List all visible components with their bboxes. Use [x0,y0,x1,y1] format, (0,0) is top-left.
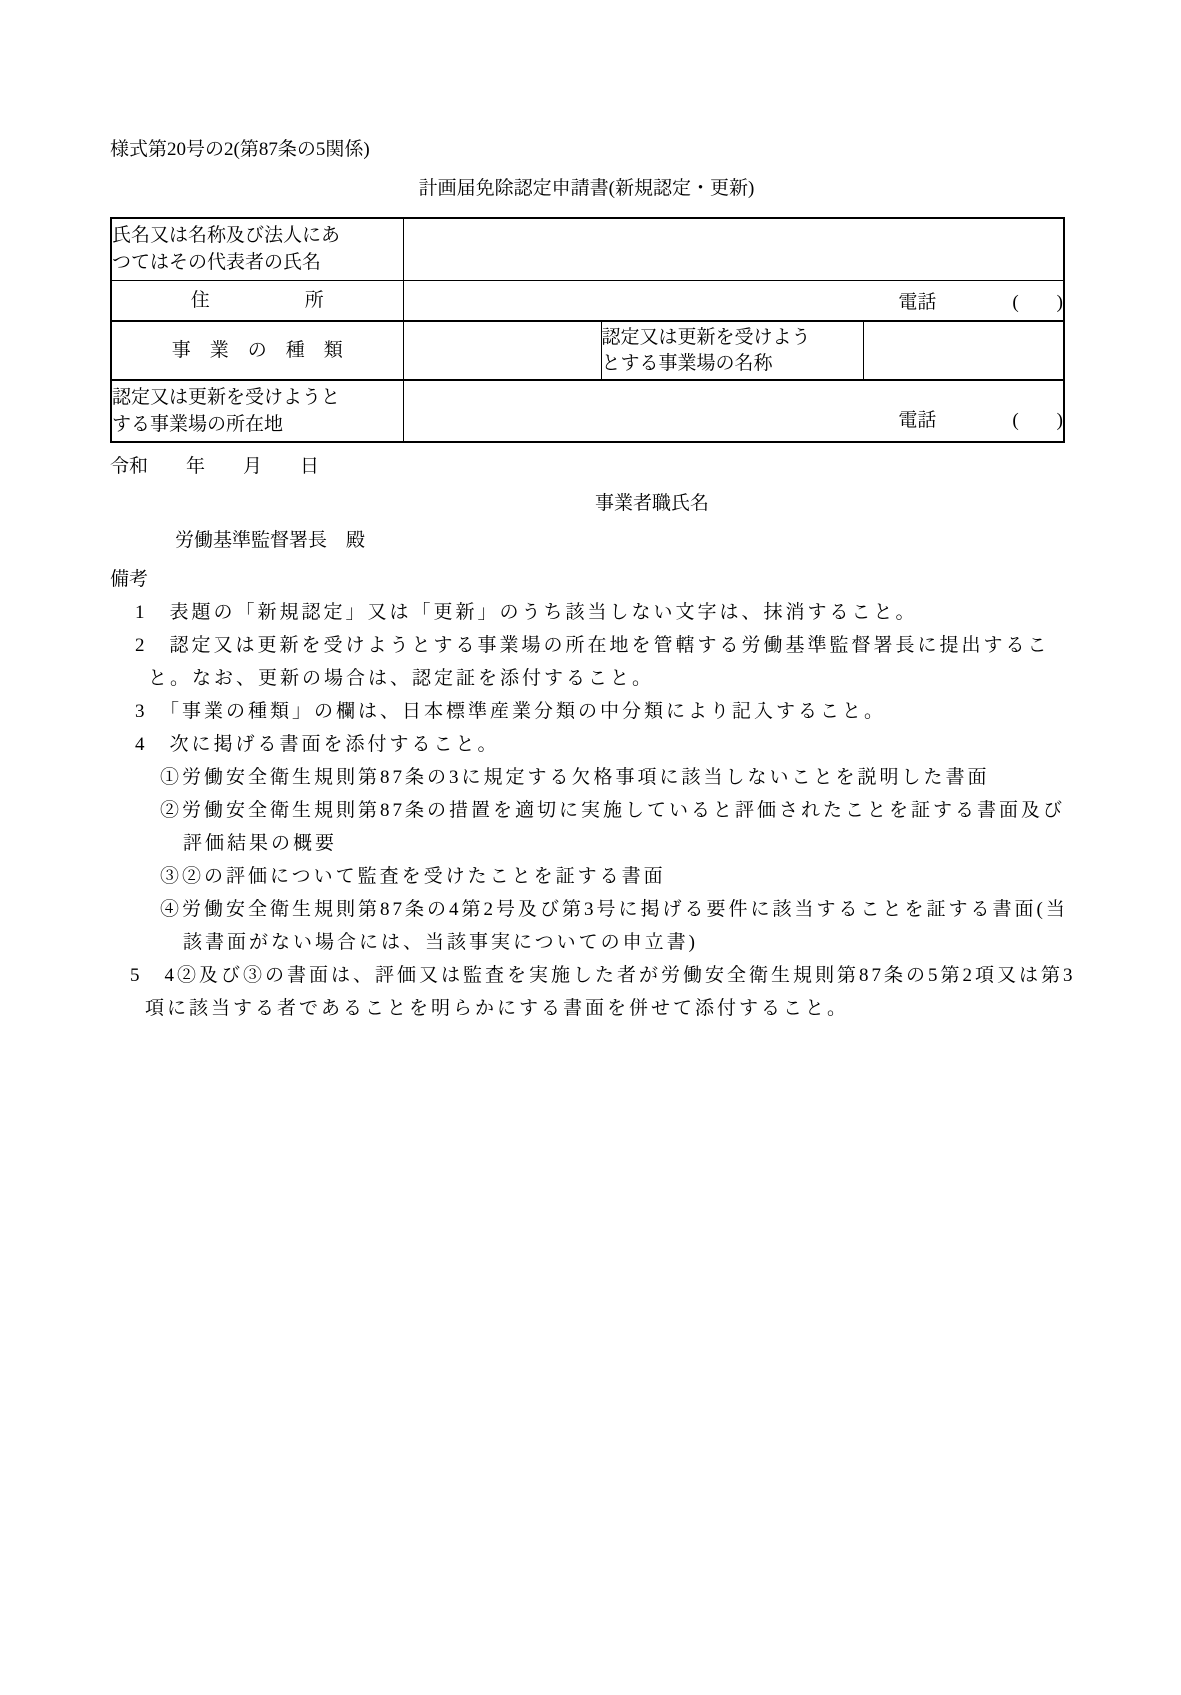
remark-2-line1: 2 認定又は更新を受けようとする事業場の所在地を管轄する労働基準監督署長に提出するこ [135,635,1050,656]
workplace-location-phone-label: 電話 ( ) [898,410,1063,431]
name-label-line1: 氏名又は名称及び法人にあ [112,225,341,247]
applicant-info-table [110,217,1065,443]
form-number: 様式第20号の2(第87条の5関係) [110,139,370,160]
remark-3: 3 「事業の種類」の欄は、日本標準産業分類の中分類により記入すること。 [135,701,887,722]
signer-line: 事業者職氏名 [595,493,710,514]
form-content [110,138,1076,1025]
remark-4: 4 次に掲げる書面を添付すること。 [135,734,500,755]
name-label-cell [111,218,403,280]
name-label-line2: つてはその代表者の氏名 [112,252,322,274]
remarks-list [110,596,1076,1025]
workplace-name-label-line1: 認定又は更新を受けよう [601,326,811,348]
name-input-cell[interactable] [403,218,1064,280]
remark-5-line1: 5 4②及び③の書面は、評価又は監査を実施した者が労働安全衛生規則第87条の5第2項又は第3 [130,965,1076,986]
workplace-location-label-line2: する事業場の所在地 [112,414,284,435]
business-type-label: 事 業 の 種 類 [171,340,343,361]
remark-2-line2: と。なお、更新の場合は、認定証を添付すること。 [148,668,655,689]
address-label-cell [111,280,403,321]
business-type-input-cell[interactable] [403,321,601,380]
addressee-line: 労働基準監督署長 殿 [175,530,366,551]
address-phone-label: 電話 ( ) [898,291,1063,313]
remark-4-item4-line1: ④労働安全衛生規則第87条の4第2号及び第3号に掲げる要件に該当することを証する書面(当 [160,899,1068,920]
row-business-type [111,321,1064,380]
workplace-location-label-line1: 認定又は更新を受けようと [112,387,341,408]
row-workplace-location [111,380,1064,442]
remark-4-item2-line1: ②労働安全衛生規則第87条の措置を適切に実施していると評価されたことを証する書面及び [160,800,1066,821]
workplace-name-input-cell[interactable] [863,321,1064,380]
workplace-name-label-line2: とする事業場の名称 [601,352,773,374]
remark-4-item2-line2: 評価結果の概要 [183,833,338,854]
date-line: 令和 年 月 日 [110,456,320,477]
workplace-location-label-cell [111,380,403,442]
remark-4-item4-line2: 該書面がない場合には、当該事実についての申立書) [183,932,698,953]
address-label: 住 所 [190,289,324,311]
workplace-location-input-cell[interactable] [403,380,1064,442]
address-input-cell[interactable] [403,280,1064,321]
remark-5-line2: 項に該当する者であることを明らかにする書面を併せて添付すること。 [145,998,850,1019]
business-type-label-cell [111,321,403,380]
form-title: 計画届免除認定申請書(新規認定・更新) [418,178,755,199]
remark-4-item3: ③②の評価について監査を受けたことを証する書面 [160,866,666,887]
row-name [111,218,1064,280]
row-address [111,280,1064,321]
remarks-heading: 備考 [110,569,149,590]
remark-1: 1 表題の「新規認定」又は「更新」のうち該当しない文字は、抹消すること。 [135,602,918,623]
workplace-name-label-cell [601,321,863,380]
remark-4-item1: ①労働安全衛生規則第87条の3に規定する欠格事項に該当しないことを説明した書面 [160,767,990,788]
